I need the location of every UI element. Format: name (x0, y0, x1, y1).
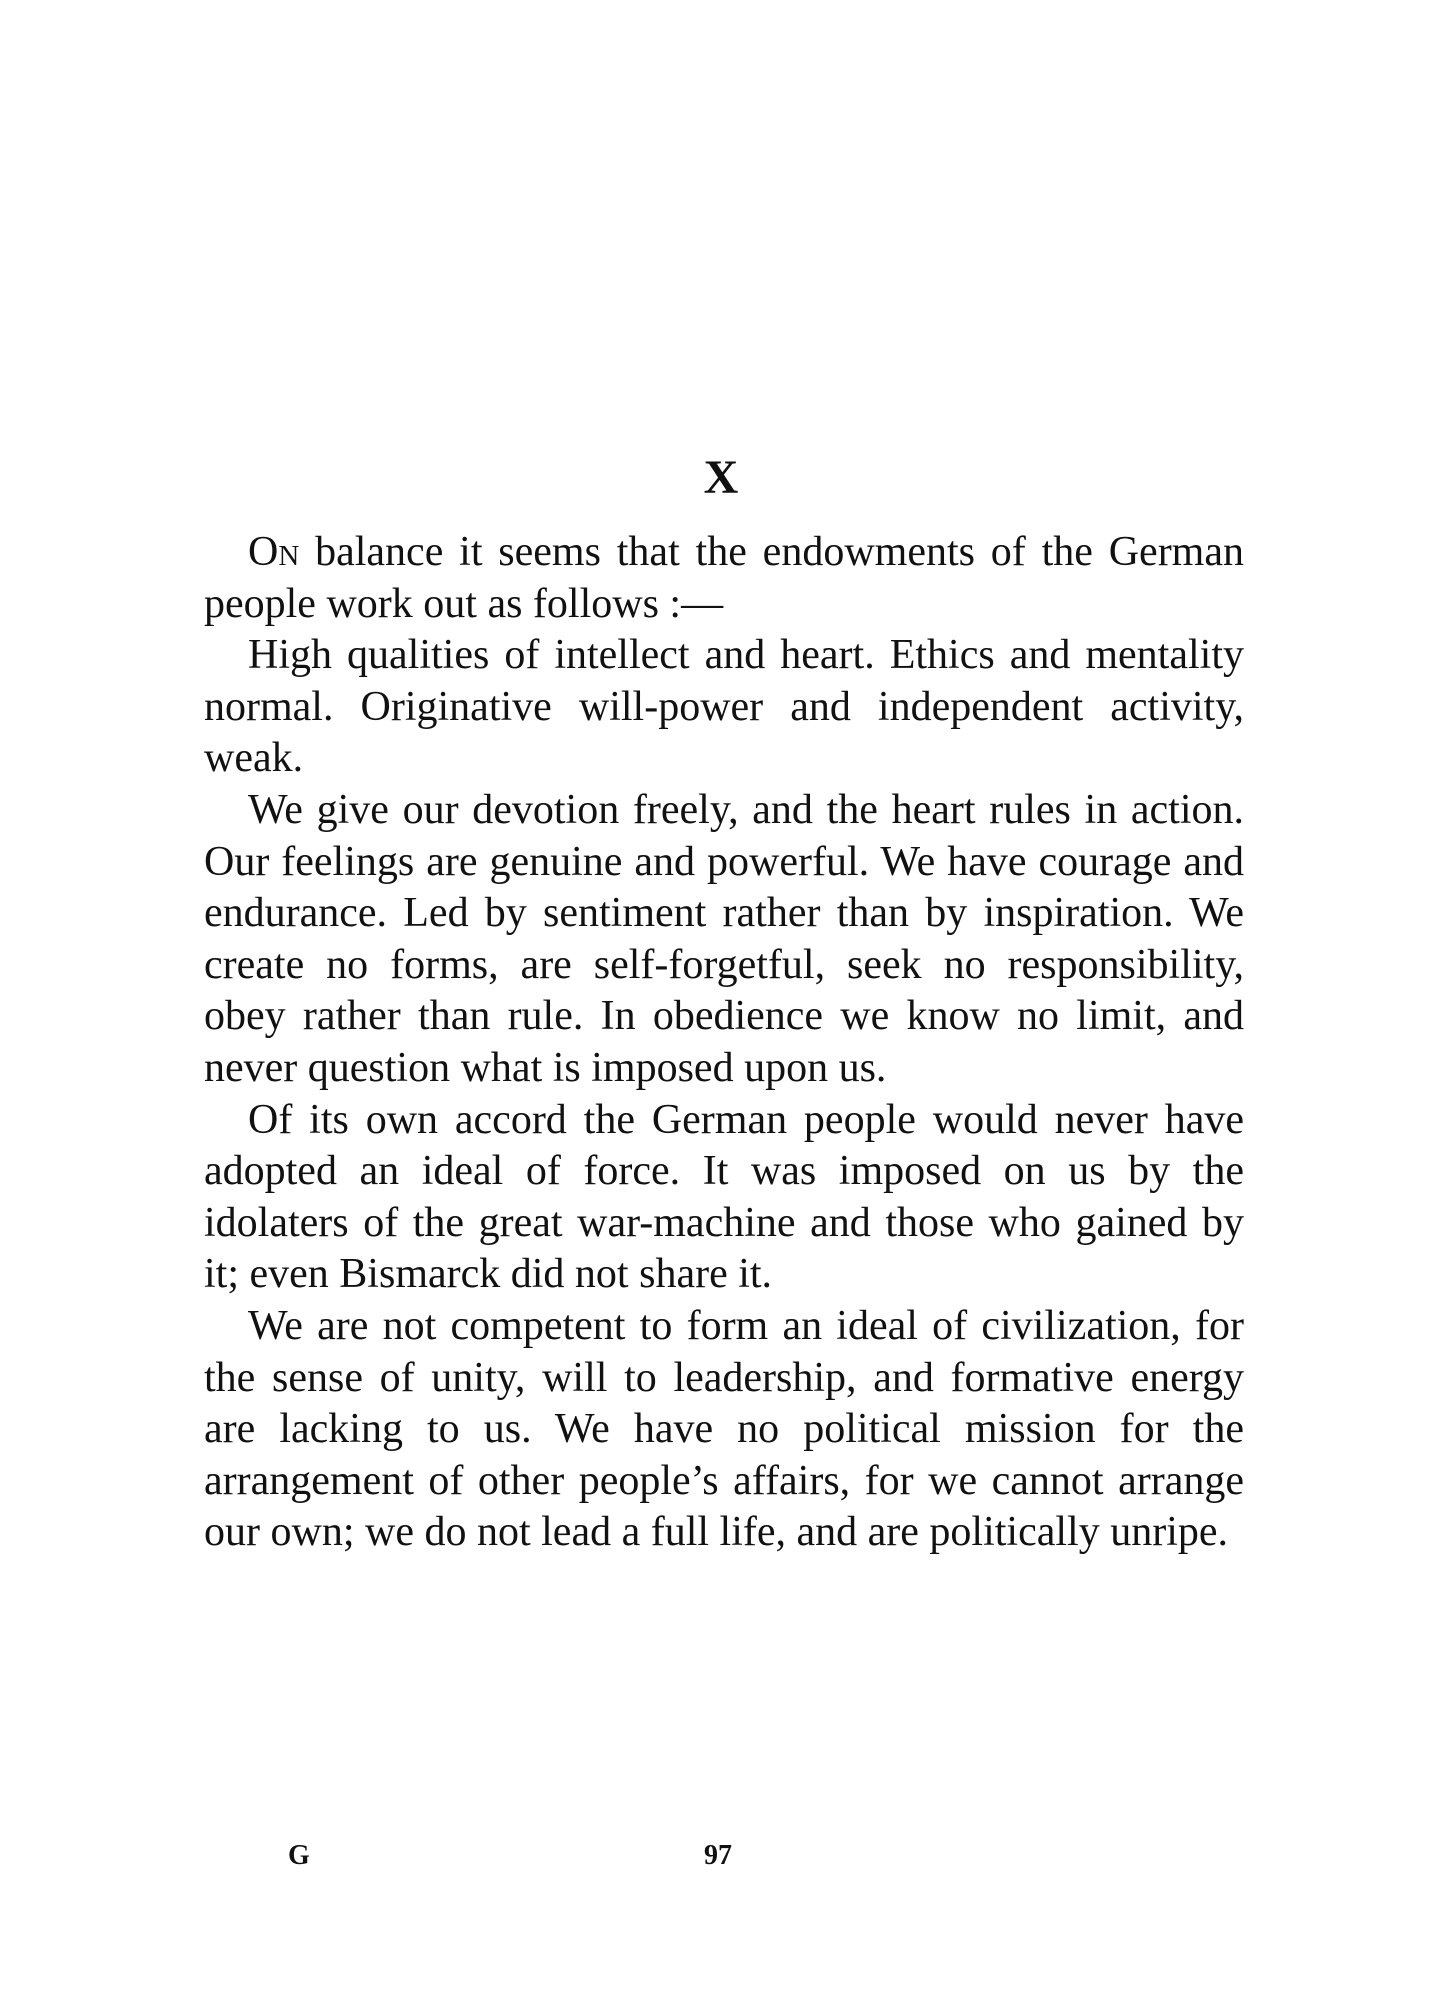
signature-mark: G (288, 1840, 310, 1871)
body-text (204, 527, 1244, 1559)
chapter-heading: X (703, 451, 741, 504)
page-footer (0, 1836, 1452, 1876)
paragraph-3: We give our devotion freely, and the heart rules in action. Our feelings are genuine and powerful. We have courage and endurance. Led by sentiment rather than by inspiration. We create no forms, are self-forgetful, seek no responsibility, obey rather than rule. In obedience we know no limit, and never question what is imposed upon us. (204, 786, 1244, 1091)
paragraph-5: We are not competent to form an ideal of civilization, for the sense of unity, will to leadership, and formative energy are lacking to us. We have no political mission for the arrangement of other people’s affairs, for we cannot arrange our own; we do not lead a full life, and are politically unripe. (204, 1302, 1244, 1556)
page-number: 97 (704, 1840, 732, 1871)
paragraph-2: High qualities of intellect and heart. Ethics and mentality normal. Originative will-power and independent activity, weak. (204, 632, 1244, 782)
paragraph-1 (204, 527, 1244, 630)
paragraph-1-text: balance it seems that the endowments of the German people work out as follows :— (204, 529, 1244, 627)
paragraph-4: Of its own accord the German people would never have adopted an ideal of force. It was imposed on us by the idolaters of the great war-machine and those who gained by it; even Bismarck did not share it. (204, 1096, 1244, 1298)
paragraph-lead-in: On (248, 529, 300, 575)
